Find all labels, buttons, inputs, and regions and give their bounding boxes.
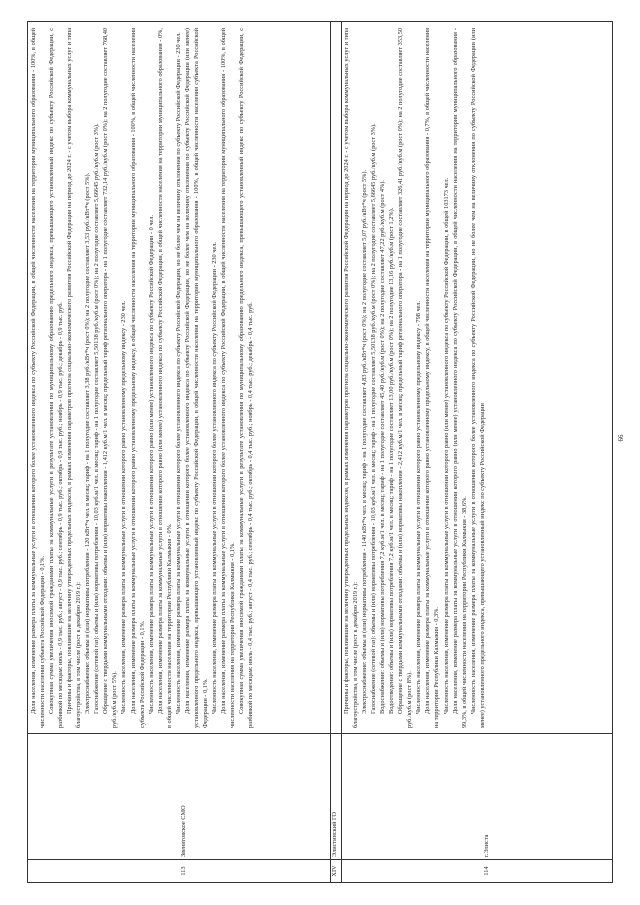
description-paragraph: Доля населения, изменение размера платы за коммунальные услуги в отношении которого равно (или менее) установленного индекса по субъекту Российской Федерации, в общей численности населения на территории муниципального образования - 0%, в общей численности населения на территории Республики Калмыкия - 0%. — [156, 28, 173, 728]
description-paragraph: Численность населения, изменение размера платы за коммунальные услуги в отношении которого более установленного индекса по субъекту Российской Федерации, но не более чем на величину отклонения по субъекту Российской Федерации - 230 чел. — [174, 32, 182, 714]
table-row — [342, 21, 612, 883]
description-paragraph: Доля населения, изменение размера платы за коммунальные услуги в отношении которого равно установленному предельному индексу, в общей численности населения на территории муниципального образования - 100%, в общей численности населения субъекта Российской Федерации - 0,1%. — [129, 28, 146, 728]
row-description — [29, 28, 255, 728]
description-paragraph: Численность населения, изменение размера платы за коммунальные услуги в отношении которого равно (или менее) установленного индекса по субъекту Российской Федерации, в общей 103173 чел. — [442, 177, 450, 714]
municipality-name: г.Элиста — [483, 834, 490, 857]
description-paragraph: Обращение с твердыми коммунальными отходами: объемы и (или) нормативы накопления - 1,412 куб.м/1 чел. в месяц; предельный тариф регионального оператора - на 1 полугодие составляет 732,14 руб./куб.м (рост 0%); на 2 полугодие составляет 768,40 руб./куб.м (рост 5%). — [102, 28, 119, 728]
description-paragraph: Доля населения, изменение размера платы за коммунальные услуги в отношении которого равно (или менее) установленного индекса по субъекту Российской Федерации, в общей численности населения на территории муниципального образования - 99,3%, в общей численности населения на территории Республики Калмыкия - 38,6%. — [451, 28, 468, 728]
section-number: XIV — [331, 865, 338, 877]
table-row — [29, 21, 329, 883]
description-paragraph: Доля населения, изменение размера платы за коммунальные услуги в отношении которого более установленного индекса по субъекту Российской Федерации, в общей численности населения на территории муниципального образования - 100%, в общей численности населения на территории Республики Калмыкия - 0,1%. — [219, 28, 237, 728]
rotated-table — [27, 21, 625, 883]
municipality-name: Звениговское СМО — [180, 805, 187, 857]
description-paragraph: Совокупная сумма увеличения вносимой гражданами платы за коммунальные услуги в результате установления по муниципальному образованию предельного индекса, превышающего установленный индекс по субъекту Российской Федерации, с разбивкой по месяцам: июль - 0,4 тыс. руб.; август - 0,4 тыс. руб.; сентябрь - 0,4 тыс. руб.; октябрь - 0,4 тыс. руб.; ноябрь - 0,4 тыс. руб.; декабрь - 0,4 тыс. руб. — [238, 28, 255, 728]
description-paragraph: Доля населения, изменение размера платы за коммунальные услуги в отношении которого равно установленному предельному индексу, в общей численности населения на территории муниципального образования - 0,7%, в общей численности населения на территории Республики Калмыкия - 0,3%. — [424, 28, 441, 728]
description-paragraph: Водоотведение: объемы и (или) нормативы потребления 7,2 куб.м/1 чел. в месяц; тариф - на 1 полугодие составляет 13,00 руб./куб.м (рост 0%); на 2 полугодие 13,16 руб./куб.м (рост 1,2%). — [388, 207, 396, 714]
description-paragraph: Причины и факторы, повлиявшие на величину утвержденных предельных индексов, в рамках изменения параметров прогноза социально-экономического развития Российской Федерации на период до 2024 г. - с учетом выбора коммунальных услуг и типа благоустройства, в том числе (рост к декабрю 2019 г.): — [343, 28, 360, 728]
row-description — [342, 28, 487, 728]
description-paragraph: Газоснабжение (сетевой газ): объемы и (или) нормативы потребления - 10,03 куб.м/1 чел. в месяц; тариф - на 1 полугодие составляет 5,50138 руб./куб.м (рост 0%); на 2 полугодие составляет 5,66645 руб./куб.м (рост 3%). — [93, 123, 101, 714]
description-paragraph: Численность населения, изменение размера платы за коммунальные услуги в отношении которого более установленного индекса по субъекту Российской Федерации, но не более чем на величину отклонения по субъекту Российской Федерации (или менее) установленного предельного индекса, превышающего установленный индекс по субъекту Российской Федерации — [469, 28, 486, 728]
description-paragraph: Численность населения, изменение размера платы за коммунальные услуги в отношении которого равно установленному предельному индексу - 798 чел. — [415, 300, 423, 714]
section-row — [330, 21, 340, 883]
row-number: 114 — [483, 866, 490, 876]
description-paragraph: Причины и факторы, повлиявшие на величину утвержденных предельных индексов, в рамках изменения параметров прогноза социально-экономического развития Российской Федерации на период до 2024 г. - с учетом выбора коммунальных услуг и типа благоустройства, в том числе (рост к декабрю 2019 г.): — [66, 28, 83, 728]
description-paragraph: Доля населения, изменение размера платы за коммунальные услуги в отношении которого более установленного индекса по субъекту Российской Федерации, но не более чем на величину отклонения по субъекту Российской Федерации (или менее) установленного предельного индекса, превышающего установленный индекс по субъекту Российской Федерации, в общей численности населения на территории муниципального образования - 100%, в общей численности населения субъекта Российской Федерации - 0,1%. — [183, 28, 209, 728]
description-paragraph: Совокупная сумма увеличения вносимой гражданами платы за коммунальные услуги в результате установления по муниципальному образованию предельного индекса, превышающего установленный индекс по субъекту Российской Федерации, с разбивкой по месяцам: июль - 0,9 тыс. руб.; август - 0,9 тыс. руб.; сентябрь - 0,9 тыс. руб.; октябрь - 0,9 тыс. руб.; ноябрь - 0,9 тыс. руб.; декабрь - 0,9 тыс. руб. — [48, 28, 65, 728]
description-paragraph: Электроснабжение: объемы и (или) нормативы потребления - 120 кВт*ч чел. в месяц; тариф - на 1 полугодие составляет 3,38 руб./кВт*ч (рост 0%); на 2 полугодие составляет 3,53 руб./кВт*ч (рост 5%). — [84, 172, 92, 714]
description-paragraph: Водоснабжение: объемы и (или) нормативы потребления 7,2 куб.м/1 чел. в месяц; тариф - на 1 полугодие составляет 45,40 руб./куб.м (рост 0%); на 2 полугодие составляет 47,22 руб./куб.м (рост 4%). — [379, 180, 387, 714]
description-paragraph: Численность населения, изменение размера платы за коммунальные услуги в отношении которого более установленного индекса по субъекту Российской Федерации - 230 чел. — [210, 242, 218, 714]
description-paragraph: Электроснабжение: объемы и (или) нормативы потребления - 1140 кВт*ч чел. в месяц; тариф - на 1 полугодие составляет 4,83 руб./кВт*ч (рост 0%); на 2 полугодие составляет 5,07 руб./кВт*ч (рост 5%). — [361, 169, 369, 714]
section-name: Элистинский ГО — [331, 811, 338, 857]
row-number: 113 — [180, 866, 187, 876]
description-paragraph: Численность населения, изменение размера платы за коммунальные услуги в отношении которого равно (или менее) установленного индекса по субъекту Российской Федерации - 0 чел. — [147, 214, 155, 714]
description-paragraph: Обращение с твердыми коммунальными отходами: объемы и (или) нормативы накопления - 2,412 куб.м/1 чел. в месяц; предельный тариф регионального оператора - на 1 полугодие составляет 326,41 руб./куб.м (рост 0%); на 2 полугодие составляет 353,50 руб./куб.м (рост 8%). — [397, 28, 414, 728]
description-paragraph: Численность населения, изменение размера платы за коммунальные услуги в отношении которого равно установленному предельному индексу - 230 чел. — [120, 300, 128, 714]
description-paragraph: Газоснабжение (сетевой газ): объемы и (или) нормативы потребления - 10,03 куб.м/1 чел. в месяц; тариф - на 1 полугодие составляет 5,50138 руб./куб.м (рост 0%); на 2 полугодие составляет 5,66645 руб./куб.м (рост 3%). — [370, 123, 378, 714]
page-number: 66 — [617, 434, 625, 442]
description-paragraph: Доля населения, изменение размера платы за коммунальные услуги в отношении которого более установленного индекса по субъекту Российской Федерации, в общей численности населения на территории муниципального образования - 100%, в общей численности населения субъекта Российской Федерации - 0,1%. — [30, 28, 47, 728]
